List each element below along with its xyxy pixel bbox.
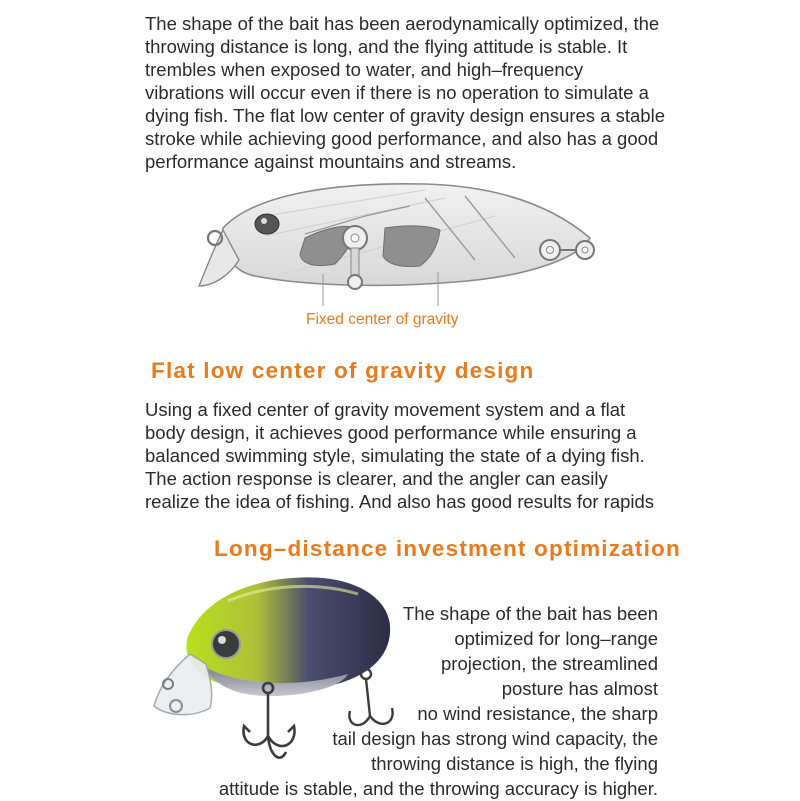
fixed-center-of-gravity-label: Fixed center of gravity bbox=[306, 311, 459, 328]
transparent-minnow-lure-diagram bbox=[195, 176, 615, 306]
belly-ring-bottom bbox=[348, 275, 362, 289]
text-line: tail design has strong wind capacity, the bbox=[332, 728, 658, 749]
text-line: posture has almost bbox=[501, 678, 658, 699]
section-heading-flat-design: Flat low center of gravity design bbox=[151, 358, 535, 383]
text-line: attitude is stable, and the throwing accuracy is higher. bbox=[218, 778, 658, 799]
intro-paragraph: The shape of the bait has been aerodynamically optimized, the throwing distance is long, and the flying attitude is stable. It trembles when exposed to water, and high–frequency vibrations will occur even if there is no operation to simulate a dying fish. The flat low center of gravity design ensures a stable stroke while achieving good performance, and also has a good performance against mountains and streams. bbox=[145, 13, 665, 172]
text-line: optimized for long–range bbox=[454, 628, 658, 649]
section-body-long-distance bbox=[138, 601, 658, 801]
text-line: projection, the streamlined bbox=[441, 653, 658, 674]
text-line: no wind resistance, the sharp bbox=[417, 703, 658, 724]
text-line: throwing distance is high, the flying bbox=[371, 753, 658, 774]
section-heading-long-distance: Long–distance investment optimization bbox=[214, 536, 681, 561]
text-line: The shape of the bait has been bbox=[402, 603, 658, 624]
lure-eye bbox=[255, 214, 279, 234]
section-body-flat-design: Using a fixed center of gravity movement system and a flat body design, it achieves good performance while ensuring a balanced swimming style, simulating the state of a dying fish. The action response is clearer, and the angler can easily realize the idea of fishing. And also has good results for rapids bbox=[145, 399, 655, 512]
